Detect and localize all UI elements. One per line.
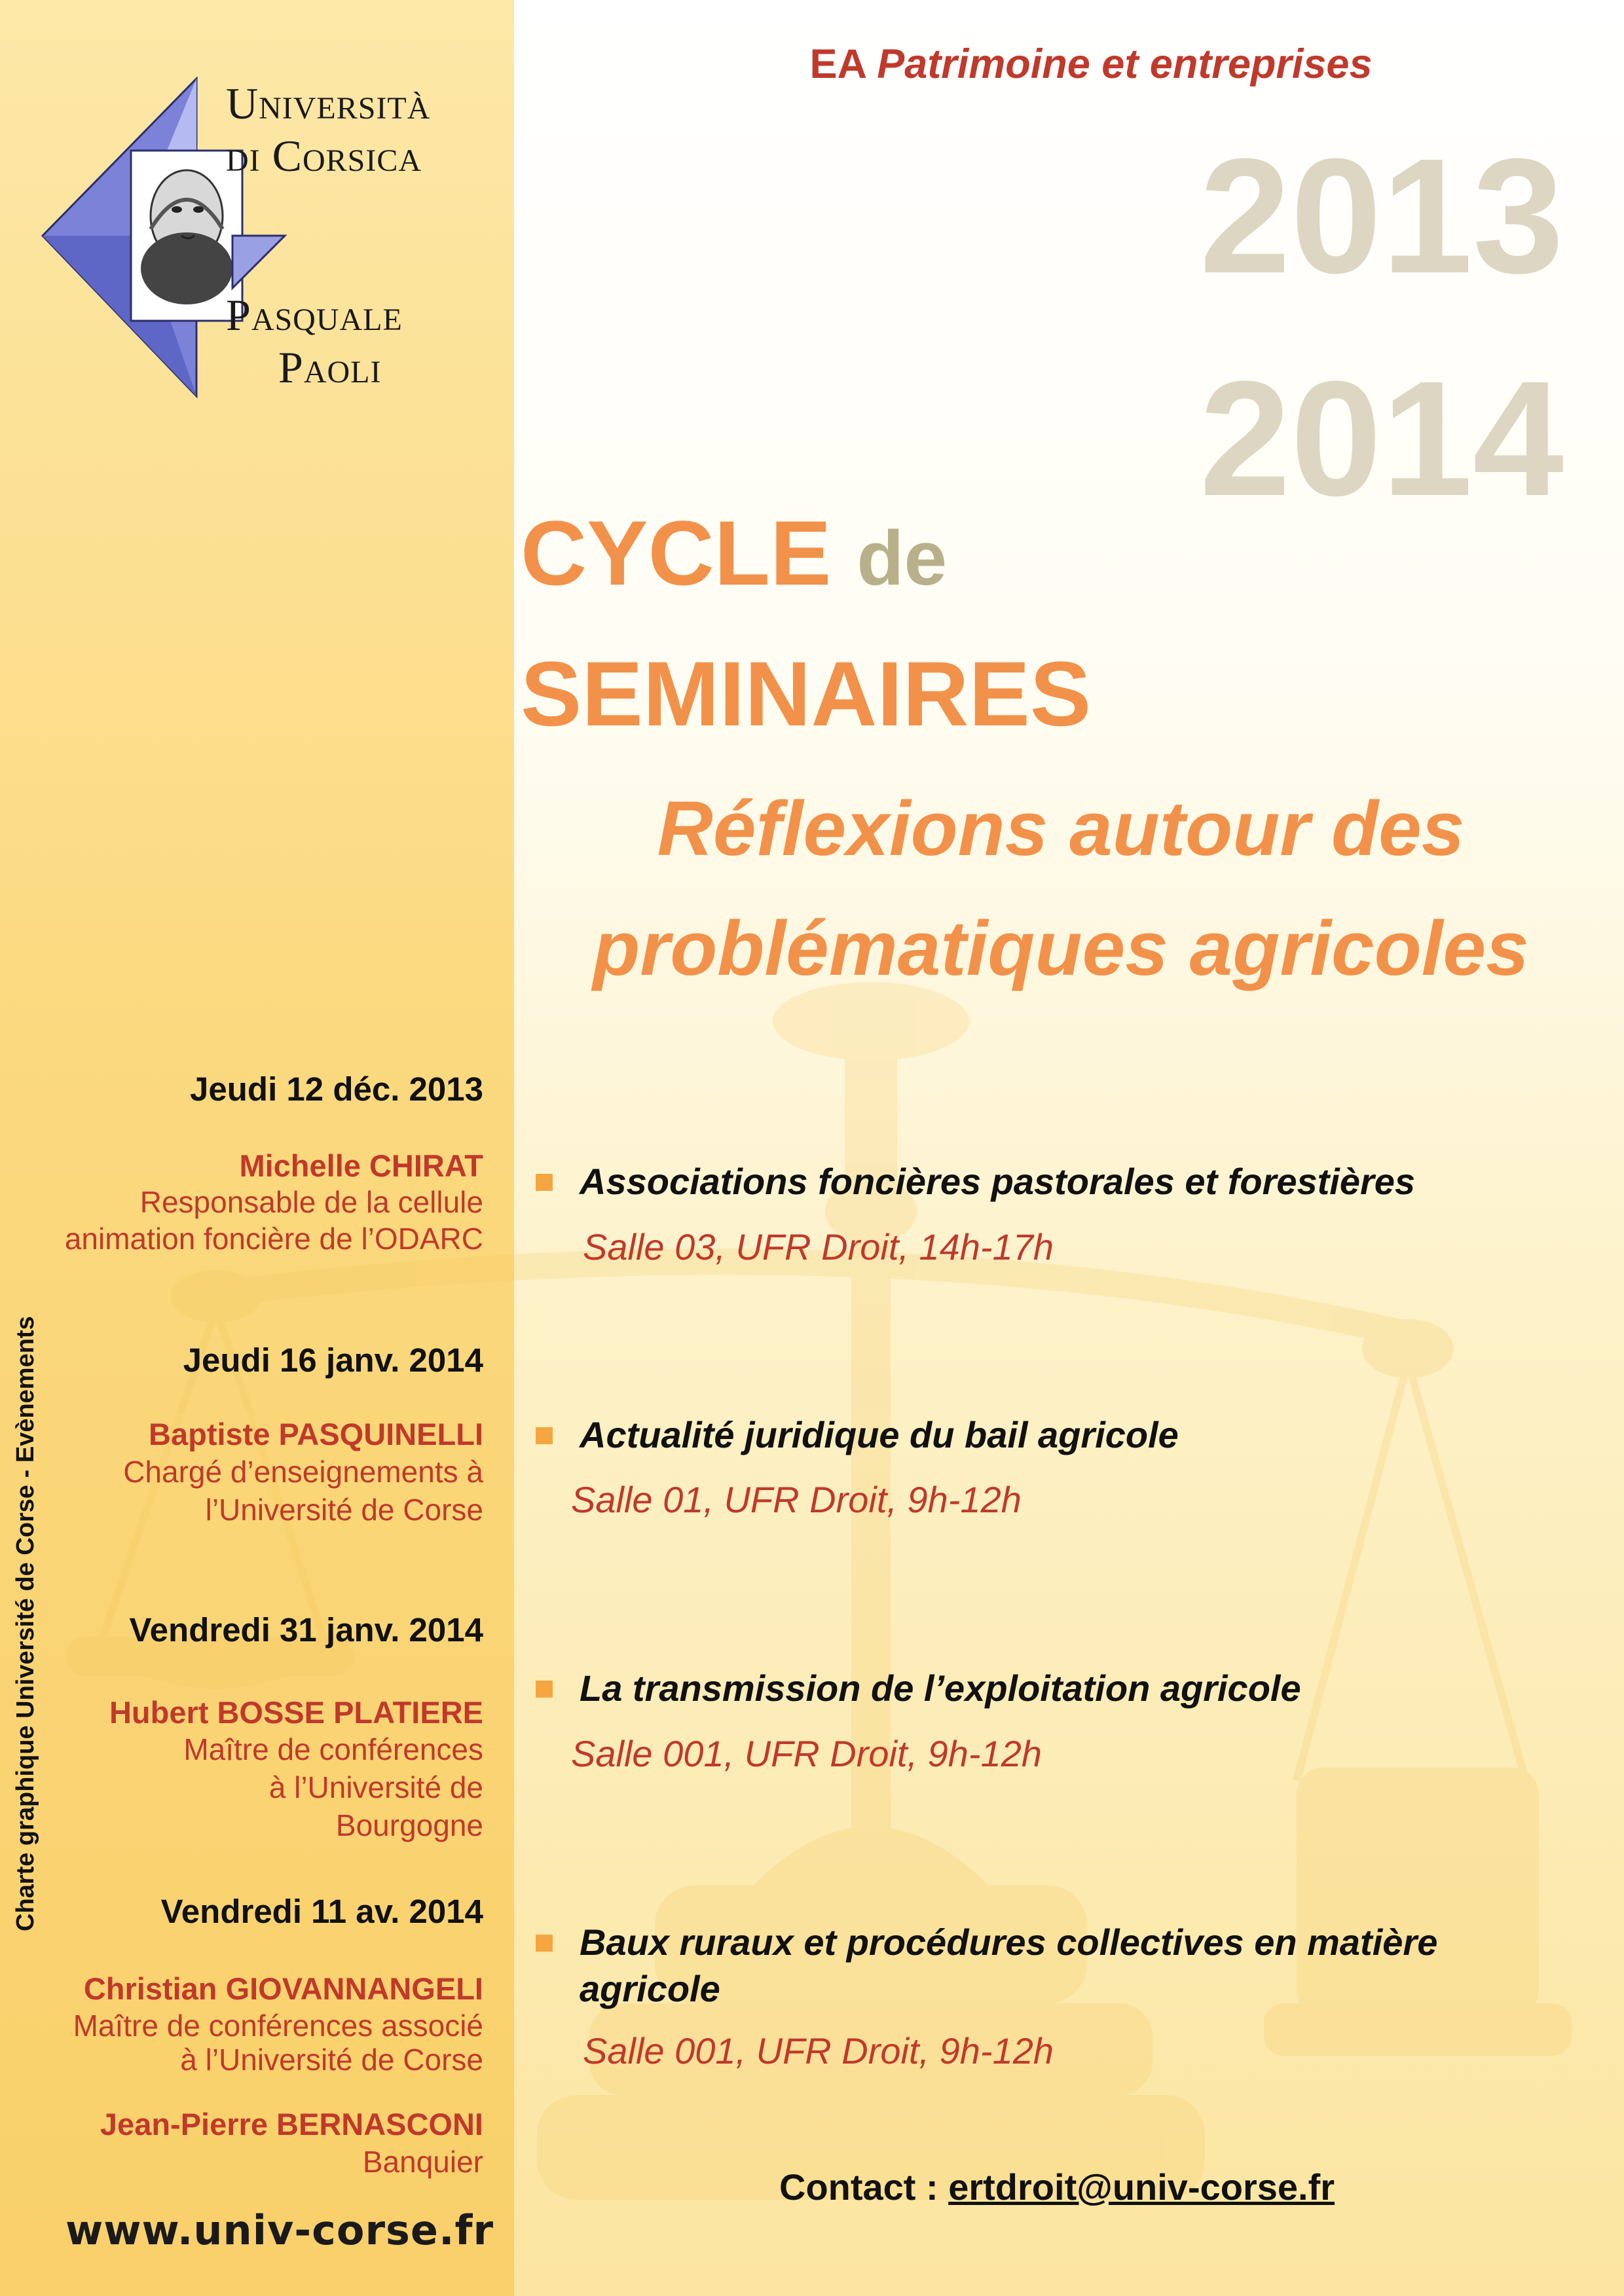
title-de: de <box>857 515 948 602</box>
year-end: 2014 <box>1199 347 1564 530</box>
contact-label: Contact : <box>779 2166 938 2208</box>
seminar-3-topic: La transmission de l’exploitation agricole <box>580 1667 1301 1709</box>
seminar-2-bullet <box>536 1427 553 1444</box>
seminar-2-role-1: Chargé d’enseignements à <box>123 1455 483 1489</box>
year-start: 2013 <box>1199 124 1564 307</box>
title-cycle <box>521 501 948 608</box>
contact-line <box>779 2166 1335 2208</box>
logo-line-4: Paoli <box>278 342 382 392</box>
seminar-1-bullet <box>536 1174 553 1191</box>
logo-line-3: Pasquale <box>226 290 403 340</box>
logo-line-1: Università <box>226 79 431 128</box>
subtitle <box>524 769 1598 1009</box>
subtitle-line-2: problématiques agricoles <box>593 905 1529 992</box>
seminar-4-role-1: Maître de conférences associé <box>73 2009 483 2043</box>
seminar-4-role-2: à l’Université de Corse <box>180 2043 483 2077</box>
seminar-4-bullet <box>536 1935 553 1952</box>
seminar-2-date: Jeudi 16 janv. 2014 <box>183 1341 483 1379</box>
seminar-1-role-1: Responsable de la cellule <box>139 1185 483 1219</box>
seminar-1-topic: Associations foncières pastorales et forestières <box>580 1161 1416 1202</box>
seminar-2-speaker: Baptiste PASQUINELLI <box>149 1417 483 1451</box>
title-cycle-word: CYCLE <box>521 501 832 604</box>
lab-name: Patrimoine et entreprises <box>877 41 1373 87</box>
seminar-3-bullet <box>536 1681 553 1698</box>
seminar-1-speaker: Michelle CHIRAT <box>239 1148 483 1183</box>
lab-prefix: EA <box>809 41 866 87</box>
university-logo <box>36 72 494 412</box>
seminar-4-speaker: Christian GIOVANNANGELI <box>83 1971 483 2006</box>
seminar-2-room: Salle 01, UFR Droit, 9h-12h <box>571 1479 1022 1520</box>
logo-line-2: di Corsica <box>226 131 422 181</box>
title-seminaires: SEMINAIRES <box>521 642 1092 745</box>
seminar-4-topic-line-1: Baux ruraux et procédures collectives en matière <box>580 1922 1438 1963</box>
seminar-4-room: Salle 001, UFR Droit, 9h-12h <box>583 2030 1054 2071</box>
seminar-3-role-2: à l’Université de <box>268 1770 483 1804</box>
seminar-3-room: Salle 001, UFR Droit, 9h-12h <box>571 1733 1043 1774</box>
seminar-3-role-1: Maître de conférences <box>183 1732 483 1766</box>
seminar-1-room: Salle 03, UFR Droit, 14h-17h <box>583 1226 1054 1267</box>
website-link[interactable]: www.univ-corse.fr <box>65 2206 494 2254</box>
seminar-1-date: Jeudi 12 déc. 2013 <box>190 1070 483 1108</box>
seminar-3-speaker: Hubert BOSSE PLATIERE <box>109 1695 483 1730</box>
seminar-2-role-2: l’Université de Corse <box>205 1493 483 1527</box>
seminar-4-date: Vendredi 11 av. 2014 <box>160 1893 483 1930</box>
seminar-4-speaker-2: Jean-Pierre BERNASCONI <box>100 2107 483 2141</box>
seminar-3-date: Vendredi 31 janv. 2014 <box>129 1611 483 1649</box>
subtitle-line-1: Réflexions autour des <box>657 786 1465 872</box>
seminar-4-role-speaker-2: Banquier <box>362 2145 483 2179</box>
design-credit: Charte graphique Université de Corse - Evènements <box>12 1316 39 1931</box>
seminar-2-topic: Actualité juridique du bail agricole <box>580 1414 1179 1455</box>
seminar-4-topic-line-2: agricole <box>580 1968 720 2009</box>
contact-email-link[interactable]: ertdroit@univ-corse.fr <box>948 2166 1335 2208</box>
seminar-1-role-2: animation foncière de l’ODARC <box>64 1222 483 1256</box>
seminar-3-role-3: Bourgogne <box>335 1808 483 1842</box>
research-lab-title <box>731 41 1451 88</box>
